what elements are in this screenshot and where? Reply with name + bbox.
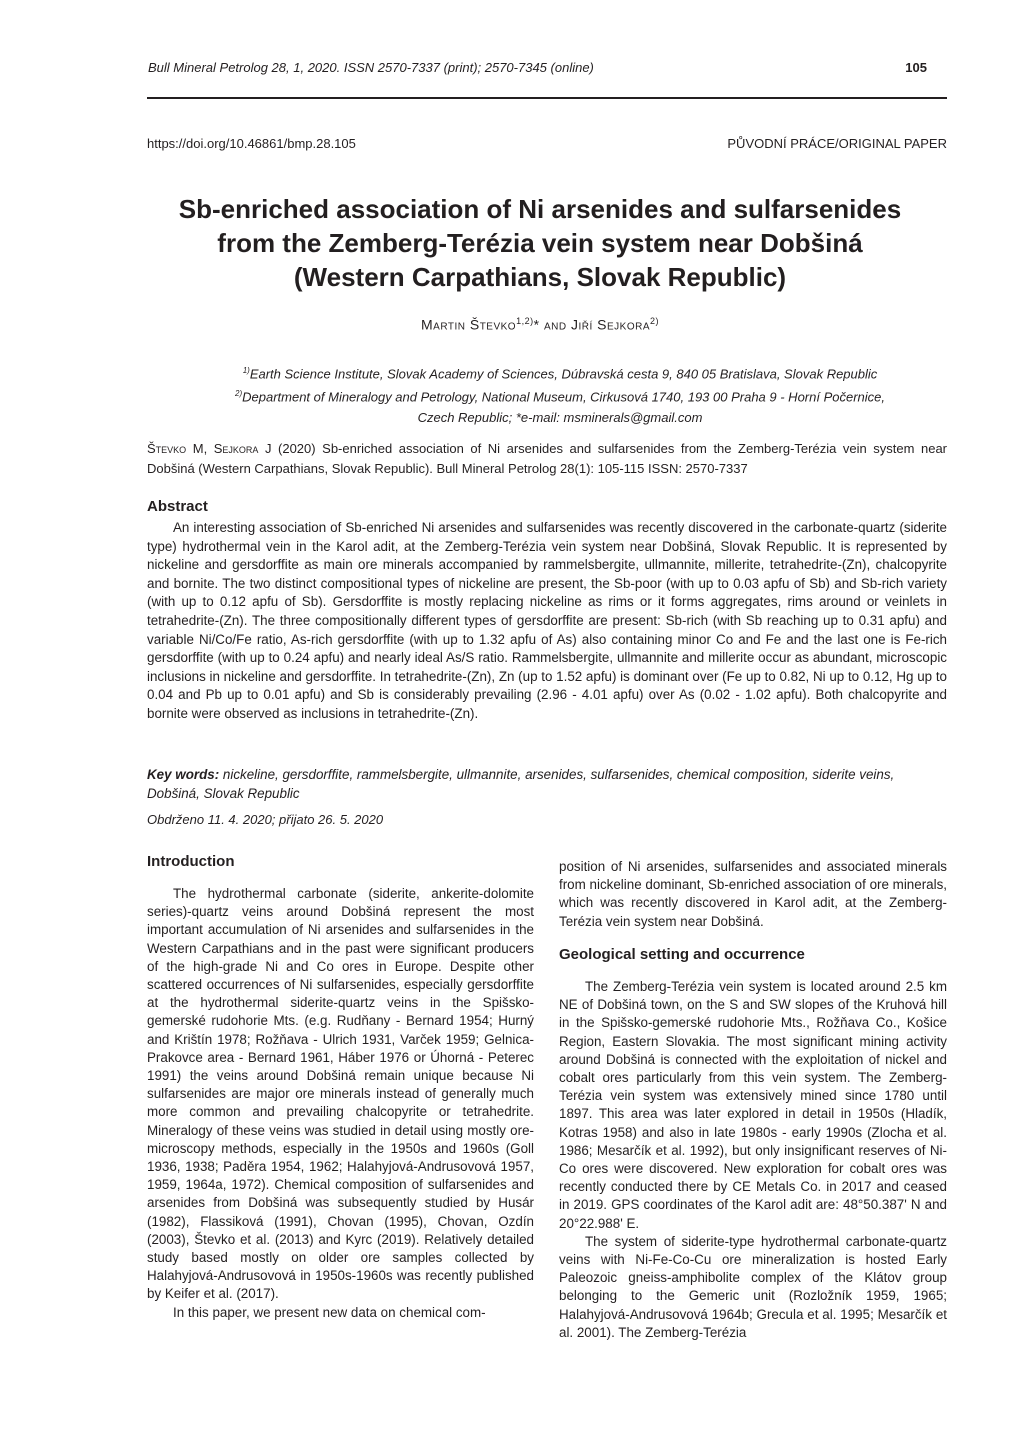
affiliation-2 bbox=[140, 384, 980, 407]
keywords-list: nickeline, gersdorffite, rammelsbergite, ullmannite, arsenides, sulfarsenides, chemical composition, siderite veins, Dobšiná, Slovak Republic bbox=[147, 767, 895, 801]
doi-link[interactable]: https://doi.org/10.46861/bmp.28.105 bbox=[147, 136, 356, 151]
author-2-affil: 2) bbox=[649, 316, 659, 326]
citation-author-2: Sejkora bbox=[213, 441, 259, 456]
introduction-column bbox=[147, 885, 534, 1322]
introduction-paragraph-1: The hydrothermal carbonate (siderite, ankerite-dolomite series)-quartz veins around Dobšiná represent the most important accumulation of Ni arsenides and sulfarsenides in the Western Carpathians and in the past were significant producers of the high-grade Ni and Co ores in Europe. Despite other scattered occurrences of Ni sulfarsenides, especially gersdorffite at the hydrothermal siderite-quartz veins in the Spišsko-gemerské rudohorie Mts. (e.g. Rudňany - Bernard 1954; Hurný and Krištín 1978; Rožňava - Ulrich 1931, Varček 1959; Gelnica-Prakovce area - Bernard 1961, Háber 1976 or Úhorná - Peterec 1991) the veins around Dobšiná remain unique because Ni sulfarsenides are major ore minerals instead of generally much more common and prevailing chalcopyrite or tetrahedrite. Mineralogy of these veins was studied in detail using mostly ore-microscopy methods, especially in the 1950s and 1960s (Goll 1936, 1938; Paděra 1954, 1962; Halahyjová-Andrusovová 1957, 1959, 1964a, 1972). Chemical composition of sulfarsenides and arsenides from Dobšiná was subsequently studied by Husár (1982), Flassiková (1991), Chovan (1995), Chovan, Ozdín (2003), Števko et al. (2013) and Kyrc (2019). Relatively detailed study based mostly on older ore samples collected by Halahyjová-Andrusovová in 1950s-1960s was recently published by Keifer et al. (2017). bbox=[147, 886, 534, 1302]
affiliation-1-text: Earth Science Institute, Slovak Academy of Sciences, Dúbravská cesta 9, 840 05 Bratislava, Slovak Republic bbox=[249, 366, 878, 382]
affiliations bbox=[140, 361, 980, 428]
citation bbox=[147, 439, 947, 479]
abstract-text: An interesting association of Sb-enriched Ni arsenides and sulfarsenides was recently discovered in the carbonate-quartz (siderite type) hydrothermal vein in the Karol adit, at the Zemberg-Terézia vein system near Dobšiná, Slovak Republic. It is represented by nickeline and gersdorffite as main ore minerals accompanied by rammelsbergite, ullmannite, millerite, tetrahedrite-(Zn), chalcopyrite and bornite. The two distinct compositional types of nickeline are present, the Sb-poor (with up to 0.03 apfu of Sb) and Sb-rich variety (with up to 0.12 apfu of Sb). Gersdorffite is mostly replacing nickeline as rims or it forms aggregates, rims around or veinlets in tetrahedrite-(Zn). The three compositionally different types of gersdorffite are present: Sb-rich (with Sb reaching up to 0.31 apfu) and variable Ni/Co/Fe ratio, As-rich gersdorffite (with up to 1.32 apfu of As) also containing minor Co and Fe and the last one is Fe-rich gersdorffite (with up to 0.24 apfu) and nearly ideal As/S ratio. Rammelsbergite, ullmannite and millerite occur as abundant, microscopic inclusions in nickeline and gersdorffite. In tetrahedrite-(Zn), Zn (up to 1.52 apfu) is dominant over (Fe up to 0.82, Ni up to 0.12, Hg up to 0.04 and Pb up to 0.01 apfu) and Sb is considerably prevailing (2.96 - 4.01 apfu) over As (0.02 - 1.02 apfu). Both chalcopyrite and bornite were observed as inclusions in tetrahedrite-(Zn). bbox=[147, 520, 947, 721]
geology-paragraph-1: The Zemberg-Terézia vein system is located around 2.5 km NE of Dobšiná town, on the S and SW slopes of the Kruhová hill in the Spišsko-gemerské rudohorie Mts., Rožňava Co., Košice Region, Eastern Slovakia. The most significant mining activity around Dobšiná is connected with the exploitation of nickel and cobalt ores particularly from this vein system. The Zemberg-Terézia vein system was extensively mined since 1780 until 1897. This area was later explored in detail in 1950s (Hladík, Kotras 1958) and also in late 1980s - early 1990s (Zlocha et al. 1986; Mesarčík et al. 1992), but only insignificant reserves of Ni-Co ores were discovered. New exploration for cobalt ores was recently conducted there by CE Metals Co. in 2017 and ceased in 2019. GPS coordinates of the Karol adit are: 48°50.387' N and 20°22.988' E. bbox=[559, 979, 947, 1231]
affiliation-2-mark: 2) bbox=[235, 389, 243, 399]
geology-heading: Geological setting and occurrence bbox=[559, 946, 805, 963]
keywords bbox=[147, 765, 947, 803]
author-and: and bbox=[543, 316, 567, 333]
title-line-1: Sb-enriched association of Ni arsenides and sulfarsenides bbox=[178, 194, 902, 224]
journal-header: Bull Mineral Petrolog 28, 1, 2020. ISSN 2570-7337 (print); 2570-7345 (online) bbox=[148, 60, 594, 75]
affiliation-1-mark: 1) bbox=[242, 366, 250, 375]
author-1-affil: 1,2) bbox=[516, 316, 534, 326]
title-line-3: (Western Carpathians, Slovak Republic) bbox=[293, 262, 787, 292]
author-2: Jiří Sejkora bbox=[570, 316, 650, 333]
affiliation-1 bbox=[140, 361, 980, 384]
page-number: 105 bbox=[905, 60, 927, 75]
abstract-heading: Abstract bbox=[147, 498, 208, 515]
affiliation-2-text: Department of Mineralogy and Petrology, National Museum, Cirkusová 1740, 193 00 Praha 9 - Horní Počernice, bbox=[242, 389, 885, 405]
citation-author-1: Števko bbox=[147, 441, 187, 456]
affiliation-2-cont: Czech Republic; *e-mail: msminerals@gmail.com bbox=[417, 409, 703, 425]
corresponding-mark: * bbox=[533, 316, 540, 333]
geology-paragraph-2: The system of siderite-type hydrothermal carbonate-quartz veins with Ni-Fe-Co-Cu ore mineralization is hosted Early Paleozoic gneiss-amphibolite complex of the Klátov group belonging to the Gemeric unit (Rozložník 1959, 1965; Halahyjová-Andrusovová 1964b; Grecula et al. 1995; Mesarčík et al. 2001). The Zemberg-Terézia bbox=[559, 1233, 947, 1340]
title-line-2: from the Zemberg-Terézia vein system near Dobšiná bbox=[217, 228, 863, 258]
introduction-heading: Introduction bbox=[147, 853, 235, 870]
citation-sep: M, bbox=[186, 441, 214, 456]
header-rule bbox=[147, 97, 947, 99]
paper-type: PŮVODNÍ PRÁCE/ORIGINAL PAPER bbox=[727, 136, 947, 151]
introduction-continuation bbox=[559, 858, 947, 931]
paper-title bbox=[100, 192, 980, 294]
geology-column bbox=[559, 978, 947, 1342]
citation-text: J (2020) Sb-enriched association of Ni arsenides and sulfarsenides from the Zemberg-Terézia vein system near Dobšiná (Western Carpathians, Slovak Republic). Bull Mineral Petrolog 28(1): 105-115 ISSN: 2570-7337 bbox=[147, 441, 947, 476]
keywords-label: Key words: bbox=[147, 767, 220, 782]
author-1: Martin Števko bbox=[420, 316, 517, 333]
introduction-paragraph-2: In this paper, we present new data on chemical com- bbox=[173, 1304, 486, 1320]
authors bbox=[100, 316, 980, 333]
introduction-paragraph-2-cont: position of Ni arsenides, sulfarsenides and associated minerals from nickeline dominant, Sb-enriched association of ore minerals, which was recently discovered in Karol adit, at the Zemberg-Terézia vein system near Dobšiná. bbox=[559, 859, 947, 929]
received-date: Obdrženo 11. 4. 2020; přijato 26. 5. 2020 bbox=[147, 812, 384, 827]
